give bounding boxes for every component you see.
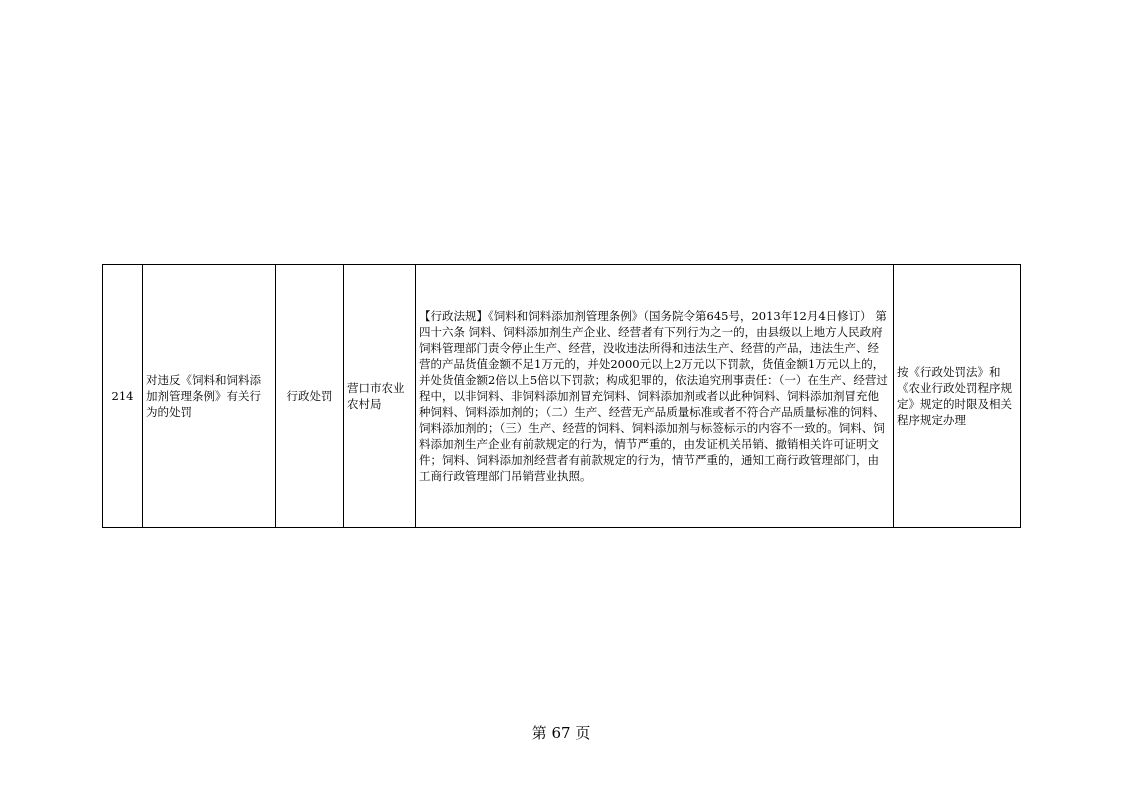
procedure: 按《行政处罚法》和《农业行政处罚程序规定》规定的时限及相关程序规定办理: [894, 265, 1021, 528]
row-number: 214: [103, 265, 143, 528]
page-label-suffix: 页: [575, 724, 591, 742]
legal-basis: 【行政法规】《饲料和饲料添加剂管理条例》（国务院令第645号，2013年12月4日修订） 第四十六条 饲料、饲料添加剂生产企业、经营者有下列行为之一的，由县级以上地方人民政府饲料管理部门责令停止生产、经营，没收违法所得和违法生产、经营的产品，违法生产、经营的产品货值金额不足1万元的，并处2000元以上2万元以下罚款，货值金额1万元以上的，并处货值金额2倍以上5倍以下罚款；构成犯罪的，依法追究刑事责任：（一）在生产、经营过程中，以非饲料、非饲料添加剂冒充饲料、饲料添加剂或者以此种饲料、饲料添加剂冒充他种饲料、饲料添加剂的；（二）生产、经营无产品质量标准或者不符合产品质量标准的饲料、饲料添加剂的；（三）生产、经营的饲料、饲料添加剂与标签标示的内容不一致的。饲料、饲料添加剂生产企业有前款规定的行为，情节严重的，由发证机关吊销、撤销相关许可证明文件；饲料、饲料添加剂经营者有前款规定的行为，情节严重的，通知工商行政管理部门，由工商行政管理部门吊销营业执照。: [416, 265, 894, 528]
page-number: 67: [551, 724, 571, 742]
page-label-prefix: 第: [531, 724, 547, 742]
item-name: 对违反《饲料和饲料添加剂管理条例》有关行为的处罚: [143, 265, 276, 528]
item-category: 行政处罚: [276, 265, 344, 528]
responsible-department: 营口市农业农村局: [344, 265, 416, 528]
penalty-table: [102, 264, 1021, 528]
table-row: [103, 265, 1021, 528]
page-footer: [0, 724, 1122, 742]
